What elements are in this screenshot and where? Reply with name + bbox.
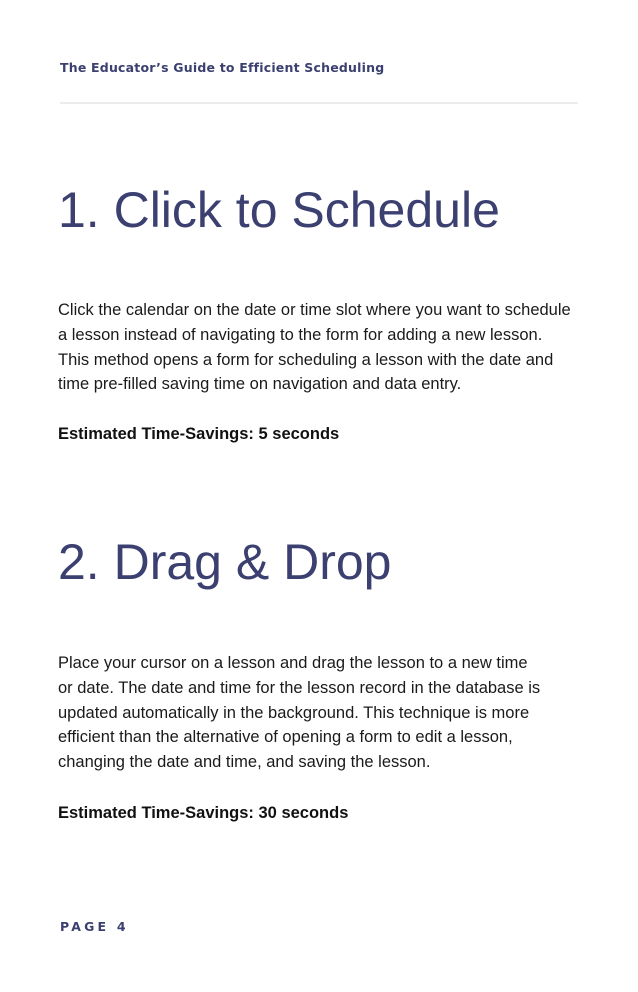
- section-body: [58, 298, 588, 397]
- header-divider: [60, 102, 578, 104]
- body-line: efficient than the alternative of opening a form to edit a lesson,: [58, 728, 513, 747]
- body-line: Place your cursor on a lesson and drag the lesson to a new time: [58, 654, 528, 672]
- time-savings-note: Estimated Time-Savings: 5 seconds: [58, 425, 340, 443]
- time-savings-note: Estimated Time-Savings: 30 seconds: [58, 804, 349, 822]
- body-line: changing the date and time, and saving the lesson.: [58, 753, 431, 772]
- section-heading: 2. Drag & Drop: [58, 534, 392, 590]
- body-line: a lesson instead of navigating to the form for adding a new lesson.: [58, 325, 543, 344]
- body-line: updated automatically in the background. This technique is more: [58, 703, 530, 722]
- section-heading: 1. Click to Schedule: [58, 182, 500, 238]
- body-line: This method opens a form for scheduling a lesson with the date and: [58, 350, 554, 369]
- body-line: time pre-filled saving time on navigation and data entry.: [58, 375, 462, 394]
- page-number: PAGE 4: [60, 919, 129, 934]
- document-title: The Educator’s Guide to Efficient Scheduling: [60, 60, 385, 75]
- section-body: [58, 651, 588, 775]
- body-line: or date. The date and time for the lesson record in the database is: [58, 678, 541, 697]
- body-line: Click the calendar on the date or time slot where you want to schedule: [58, 301, 571, 319]
